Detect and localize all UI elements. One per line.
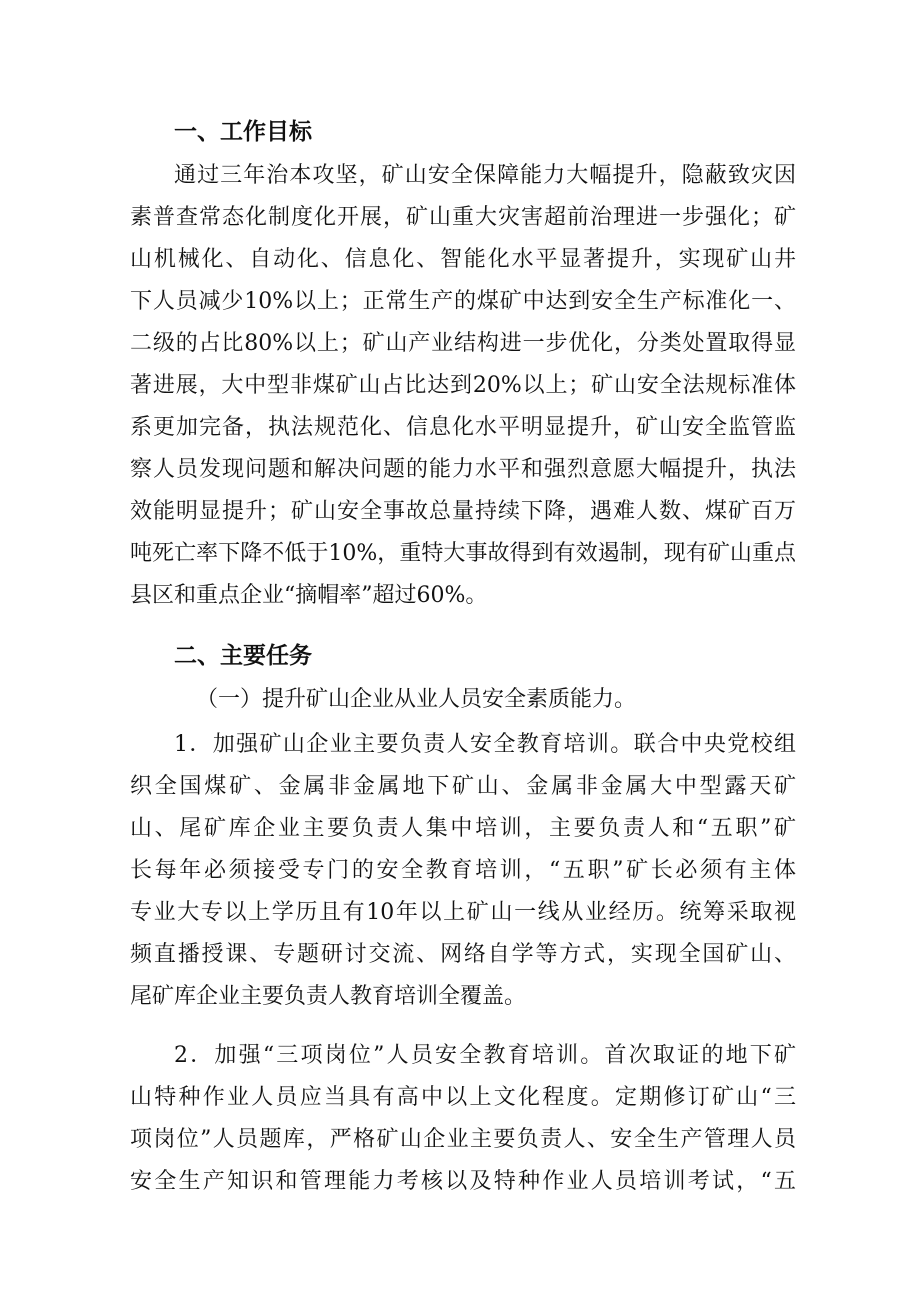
paragraph-line: 系更加完备，执法规范化、信息化水平明显提升，矿山安全监管监 [130, 415, 796, 440]
paragraph-line: 频直播授课、专题研讨交流、网络自学等方式，实现全国矿山、 [130, 942, 796, 967]
paragraph-line: 织全国煤矿、金属非金属地下矿山、金属非金属大中型露天矿 [130, 774, 796, 799]
section-heading-work-goals: 一、工作目标 [174, 119, 312, 145]
paragraph-line: 专业大专以上学历且有10年以上矿山一线从业经历。统筹采取视 [130, 900, 796, 925]
paragraph-line: 效能明显提升；矿山安全事故总量持续下降，遇难人数、煤矿百万 [130, 499, 796, 524]
paragraph-line: 素普查常态化制度化开展，矿山重大灾害超前治理进一步强化；矿 [130, 205, 796, 230]
paragraph-line: 山、尾矿库企业主要负责人集中培训，主要负责人和“五职”矿 [130, 816, 796, 841]
paragraph-line: 下人员减少10%以上；正常生产的煤矿中达到安全生产标准化一、 [130, 289, 796, 314]
paragraph-line: 尾矿库企业主要负责人教育培训全覆盖。 [130, 984, 527, 1009]
paragraph-line: 长每年必须接受专门的安全教育培训，“五职”矿长必须有主体 [130, 858, 796, 883]
paragraph-line: 察人员发现问题和解决问题的能力水平和强烈意愿大幅提升，执法 [130, 457, 796, 482]
paragraph-line: 二级的占比80%以上；矿山产业结构进一步优化，分类处置取得显 [130, 331, 796, 356]
paragraph-line: 项岗位”人员题库，严格矿山企业主要负责人、安全生产管理人员 [130, 1127, 796, 1152]
paragraph-line: 山机械化、自动化、信息化、智能化水平显著提升，实现矿山井 [130, 247, 796, 272]
paragraph-line: 2．加强“三项岗位”人员安全教育培训。首次取证的地下矿 [174, 1043, 796, 1068]
paragraph-line: 吨死亡率下降不低于10%，重特大事故得到有效遏制，现有矿山重点 [130, 541, 796, 566]
paragraph-line: 县区和重点企业“摘帽率”超过60%。 [130, 583, 488, 608]
subsection-heading: （一）提升矿山企业从业人员安全素质能力。 [196, 687, 637, 712]
paragraph-line: 著进展，大中型非煤矿山占比达到20%以上；矿山安全法规标准体 [130, 373, 796, 398]
paragraph-line: 山特种作业人员应当具有高中以上文化程度。定期修订矿山“三 [130, 1085, 796, 1110]
paragraph-line: 通过三年治本攻坚，矿山安全保障能力大幅提升，隐蔽致灾因 [174, 163, 796, 188]
paragraph-line: 1．加强矿山企业主要负责人安全教育培训。联合中央党校组 [174, 732, 796, 757]
paragraph-line: 安全生产知识和管理能力考核以及特种作业人员培训考试，“五 [130, 1169, 796, 1194]
section-heading-main-tasks: 二、主要任务 [174, 643, 312, 669]
